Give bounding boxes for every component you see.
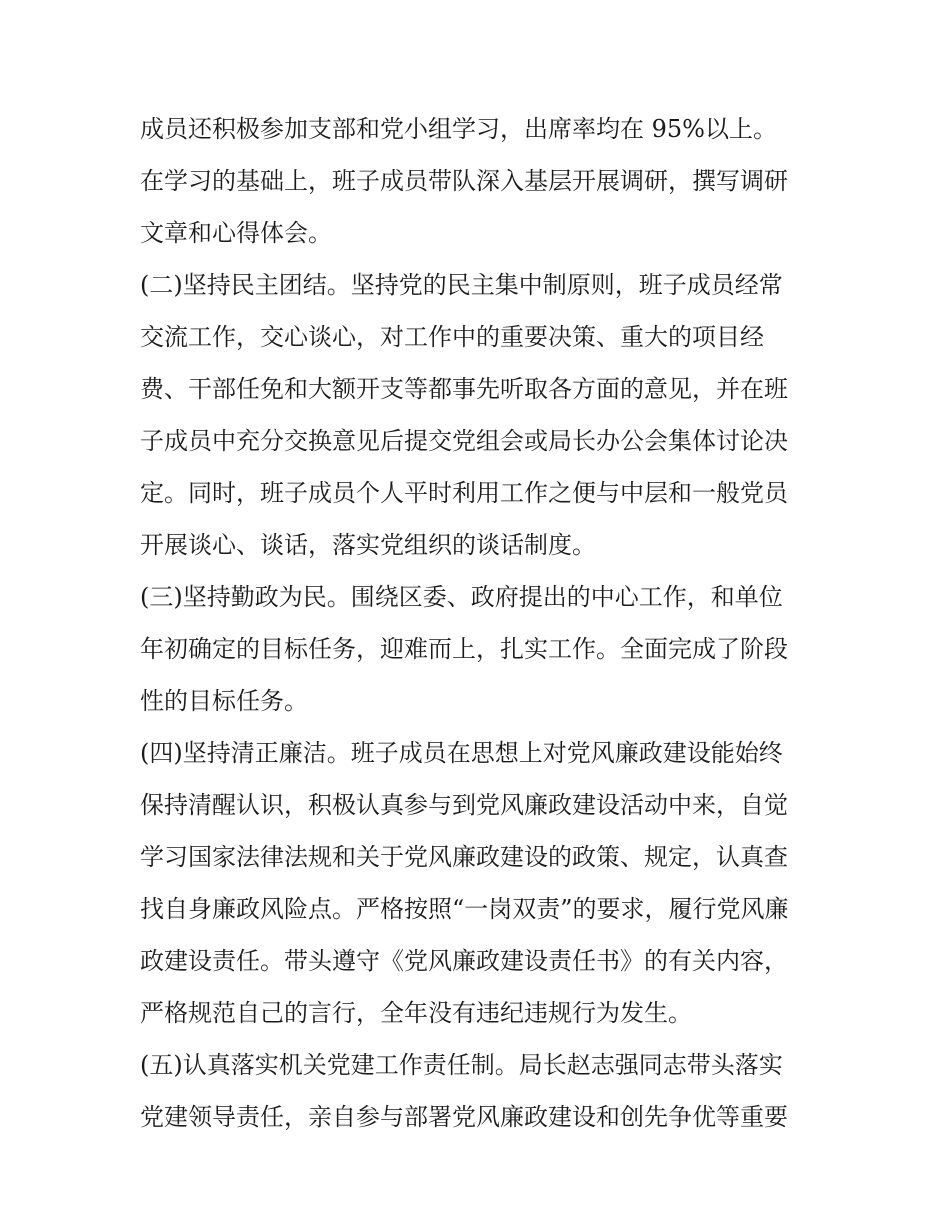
text-line: 子成员中充分交换意见后提交党组会或局长办公会集体讨论决 <box>140 427 788 455</box>
text-line: (三)坚持勤政为民。围绕区委、政府提出的中心工作，和单位 <box>140 583 783 611</box>
text-line: 性的目标任务。 <box>140 687 308 715</box>
text-line: 交流工作，交心谈心，对工作中的重要决策、重大的项目经 <box>140 323 764 351</box>
text-line: 开展谈心、谈话，落实党组织的谈话制度。 <box>140 531 596 559</box>
text-line: 找自身廉政风险点。严格按照“一岗双责”的要求，履行党风廉 <box>140 895 789 923</box>
text-line: 定。同时，班子成员个人平时利用工作之便与中层和一般党员 <box>140 479 788 507</box>
text-line: (五)认真落实机关党建工作责任制。局长赵志强同志带头落实 <box>140 1051 783 1079</box>
text-line: 文章和心得体会。 <box>140 219 332 247</box>
text-line: 保持清醒认识，积极认真参与到党风廉政建设活动中来，自觉 <box>140 791 788 819</box>
text-line: 费、干部任免和大额开支等都事先听取各方面的意见，并在班 <box>140 375 788 403</box>
text-line: 党建领导责任，亲自参与部署党风廉政建设和创先争优等重要 <box>140 1103 788 1131</box>
text-line: 成员还积极参加支部和党小组学习，出席率均在 95%以上。 <box>140 115 777 143</box>
document-page <box>140 103 820 1143</box>
text-line: 政建设责任。带头遵守《党风廉政建设责任书》的有关内容， <box>140 947 788 975</box>
text-line: (二)坚持民主团结。坚持党的民主集中制原则，班子成员经常 <box>140 271 783 299</box>
text-line: 在学习的基础上，班子成员带队深入基层开展调研，撰写调研 <box>140 167 788 195</box>
text-line: 年初确定的目标任务，迎难而上，扎实工作。全面完成了阶段 <box>140 635 788 663</box>
text-line: (四)坚持清正廉洁。班子成员在思想上对党风廉政建设能始终 <box>140 739 783 767</box>
text-line: 严格规范自己的言行，全年没有违纪违规行为发生。 <box>140 999 692 1027</box>
text-line: 学习国家法律法规和关于党风廉政建设的政策、规定，认真查 <box>140 843 788 871</box>
